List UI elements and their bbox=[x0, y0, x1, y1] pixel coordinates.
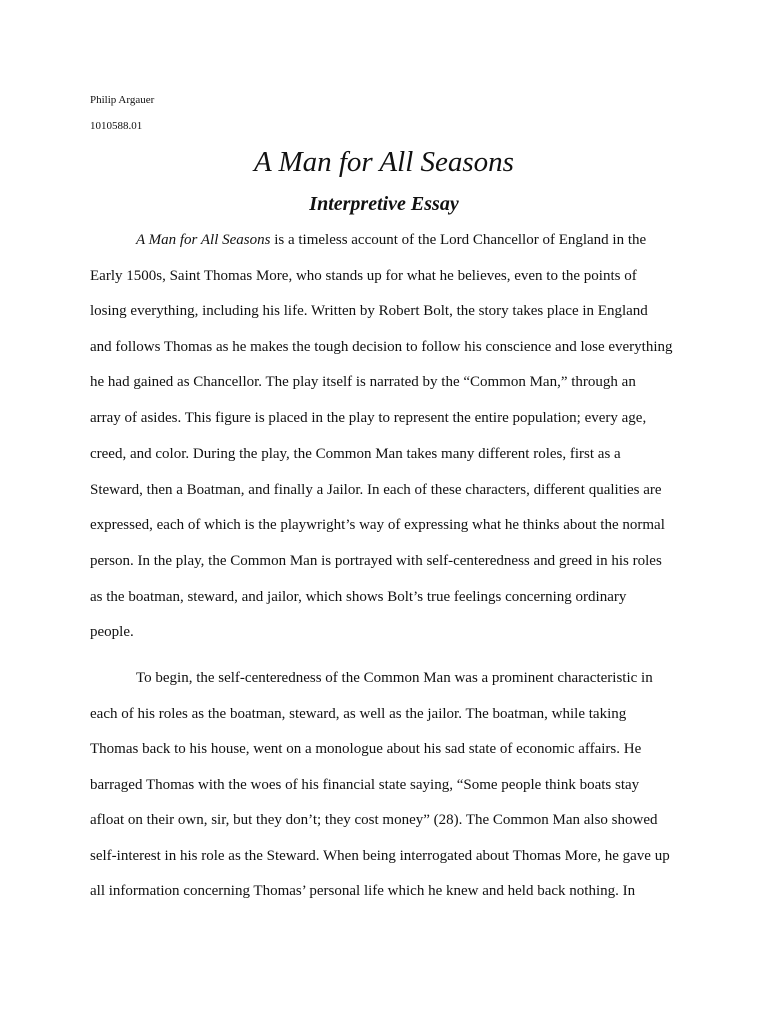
paragraph-2-line-3: Thomas back to his house, went on a monologue about his sad state of economic affairs. He bbox=[90, 741, 642, 757]
paragraph-1-line-10: person. In the play, the Common Man is portrayed with self-centeredness and greed in his roles bbox=[90, 553, 662, 569]
paragraph-1-line-4: and follows Thomas as he makes the tough decision to follow his conscience and lose everything bbox=[90, 339, 673, 355]
paragraph-2-line-5: afloat on their own, sir, but they don’t; they cost money” (28). The Common Man also showed bbox=[90, 812, 658, 828]
essay-subtitle: Interpretive Essay bbox=[309, 193, 459, 215]
course-number: 1010588.01 bbox=[90, 120, 143, 132]
paragraph-1-line-1-text: is a timeless account of the Lord Chancellor of England in the bbox=[270, 232, 647, 248]
paragraph-2-line-2: each of his roles as the boatman, steward, as well as the jailor. The boatman, while taking bbox=[90, 706, 627, 722]
author-name: Philip Argauer bbox=[90, 94, 155, 106]
paragraph-2-line-1: To begin, the self-centeredness of the Common Man was a prominent characteristic in bbox=[136, 670, 653, 686]
paragraph-2-line-6: self-interest in his role as the Steward. When being interrogated about Thomas More, he gave up bbox=[90, 848, 670, 864]
book-title-reference: A Man for All Seasons bbox=[136, 232, 271, 248]
paragraph-2-line-4: barraged Thomas with the woes of his financial state saying, “Some people think boats stay bbox=[90, 777, 640, 793]
paragraph-2-line-7: all information concerning Thomas’ personal life which he knew and held back nothing. In bbox=[90, 883, 636, 899]
paragraph-1-line-6: array of asides. This figure is placed in the play to represent the entire population; every age, bbox=[90, 410, 647, 426]
paragraph-1-line-5: he had gained as Chancellor. The play itself is narrated by the “Common Man,” through an bbox=[90, 374, 636, 390]
paragraph-1-line-12: people. bbox=[90, 624, 134, 640]
paragraph-1-line-9: expressed, each of which is the playwright’s way of expressing what he thinks about the normal bbox=[90, 517, 665, 533]
paragraph-1-line-7: creed, and color. During the play, the Common Man takes many different roles, first as a bbox=[90, 446, 621, 462]
paragraph-1-line-1 bbox=[136, 230, 646, 250]
paragraph-1-line-8: Steward, then a Boatman, and finally a Jailor. In each of these characters, different qualities are bbox=[90, 482, 662, 498]
paragraph-1-line-2: Early 1500s, Saint Thomas More, who stands up for what he believes, even to the points of bbox=[90, 268, 637, 284]
paragraph-1-line-3: losing everything, including his life. Written by Robert Bolt, the story takes place in England bbox=[90, 303, 648, 319]
paragraph-1-line-11: as the boatman, steward, and jailor, which shows Bolt’s true feelings concerning ordinary bbox=[90, 589, 627, 605]
essay-title: A Man for All Seasons bbox=[254, 146, 514, 178]
